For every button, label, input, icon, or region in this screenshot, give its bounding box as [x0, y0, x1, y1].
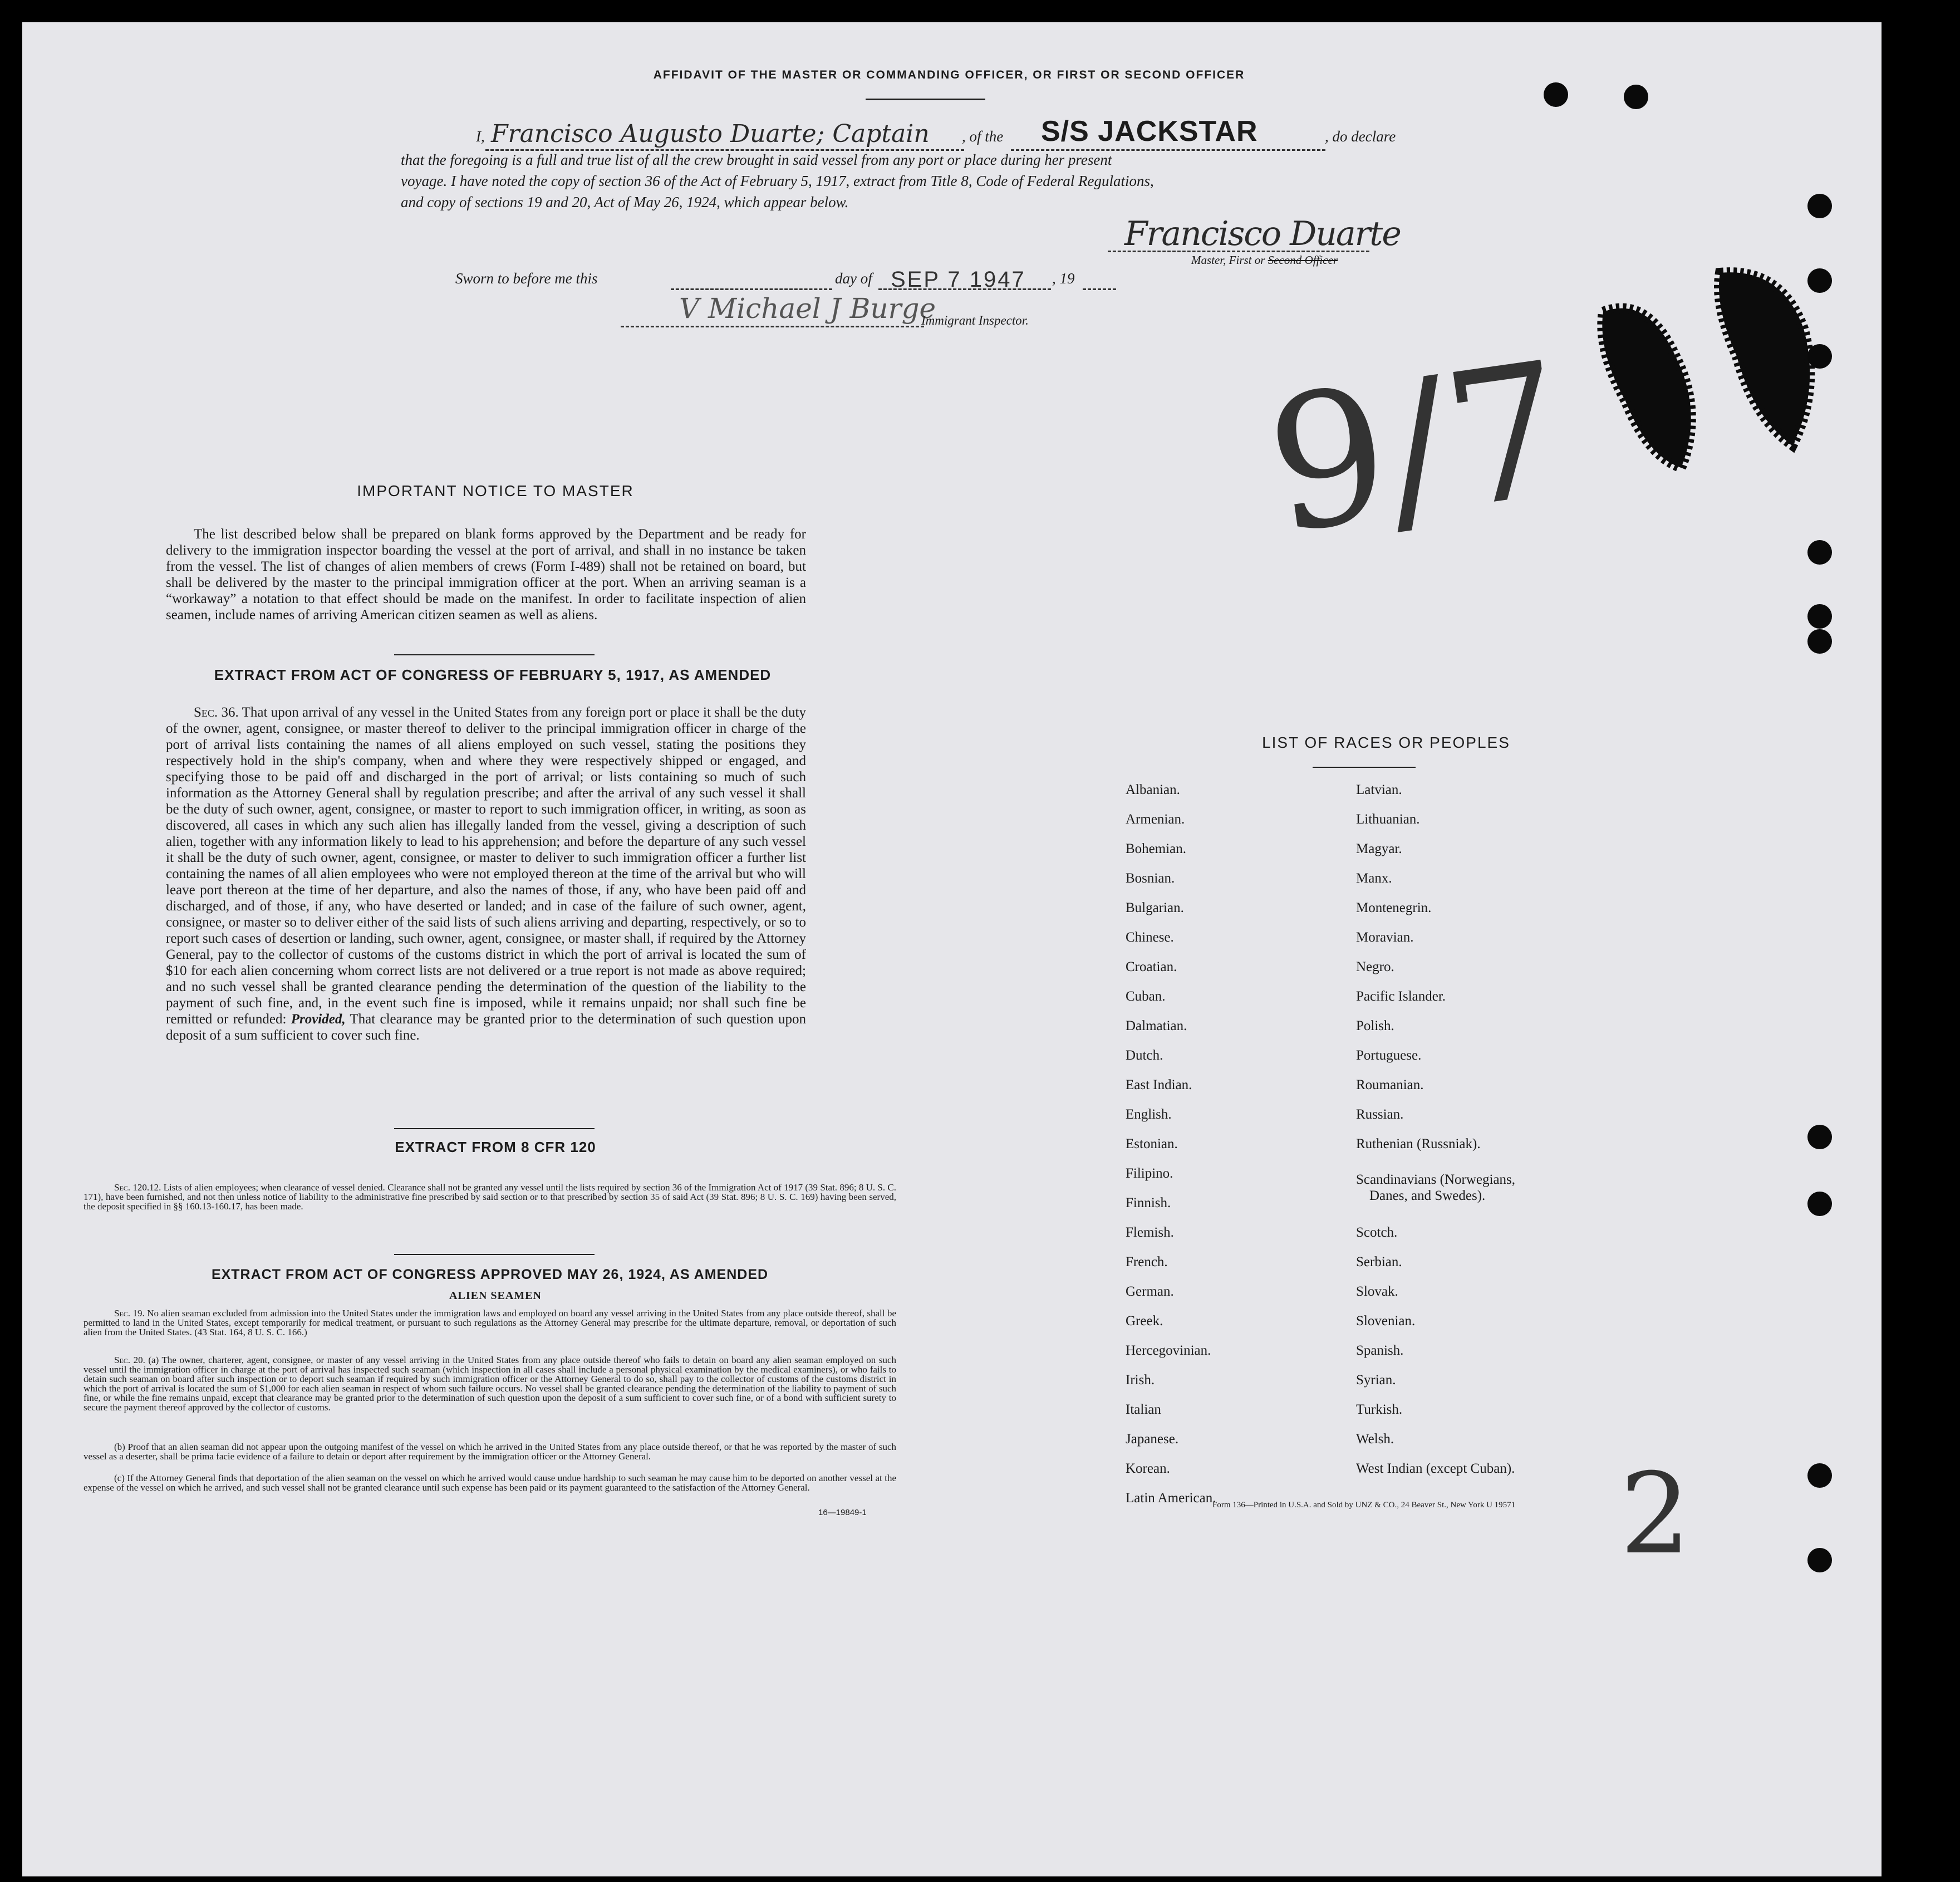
extract-1924-subtitle: ALIEN SEAMEN	[449, 1290, 542, 1302]
punch-hole	[1807, 268, 1832, 293]
notice-rule	[394, 654, 595, 655]
race-item: Finnish.	[1126, 1195, 1171, 1210]
document-page	[22, 22, 1882, 1876]
race-item: Manx.	[1356, 871, 1392, 886]
punch-hole	[1624, 85, 1648, 109]
punch-hole	[1807, 1125, 1832, 1149]
wax-seal-left	[1581, 290, 1715, 482]
sworn-day-of: day of	[835, 270, 872, 287]
extract-1917-sec-label: Sec. 36.	[194, 705, 239, 720]
race-item: Portuguese.	[1356, 1048, 1422, 1063]
race-item: Latvian.	[1356, 782, 1402, 797]
handwritten-date: 9/7	[1255, 321, 1579, 575]
signature-underline	[1108, 251, 1369, 252]
race-item: Scandinavians (Norwegians,	[1356, 1172, 1516, 1187]
race-item: Ruthenian (Russniak).	[1356, 1136, 1481, 1151]
race-item: Irish.	[1126, 1373, 1155, 1388]
race-item: Albanian.	[1126, 782, 1180, 797]
race-item: Danes, and Swedes).	[1369, 1188, 1486, 1203]
vessel-underline	[1011, 149, 1325, 151]
inspector-line	[621, 326, 924, 327]
sworn-prefix: Sworn to before me this	[455, 270, 598, 287]
sec20a-text: (a) The owner, charterer, agent, consignee, or master of any vessel arriving in the United States from any place outside thereof who fails to detain on board any alien seaman employed on such vessel until the immigration officer in charge at the port of arrival has inspected such seaman (which inspection in all cases shall include a personal physical examination by the medical examiners), or who fails to detain such seaman on board after such inspection or to deport such seaman if required by such immigration officer or the Attorney General to do so, shall pay to the collector of customs of the customs district in which the port of arrival is located the sum of $1,000 for each alien seaman in respect of whom such failure occurs. No vessel shall be granted clearance pending the determination of the liability to payment of such fine, or while the fine remains unpaid, except that clearance may be granted prior to the determination of such question upon the deposit of a sum sufficient to cover such fine, or of a bond with sufficient surety to secure the payment thereof approved by the collector of customs.	[83, 1355, 896, 1413]
inspector-caption: Immigrant Inspector.	[921, 313, 1029, 327]
race-item: German.	[1126, 1284, 1174, 1299]
sworn-year-prefix: , 19	[1052, 270, 1075, 287]
sworn-day-line	[671, 288, 832, 290]
punch-hole	[1807, 540, 1832, 565]
title-rule	[866, 99, 985, 100]
sworn-year-line	[1083, 288, 1116, 290]
master-signature: Francisco Duarte	[1124, 214, 1401, 253]
extract-1917-title: EXTRACT FROM ACT OF CONGRESS OF FEBRUARY 5, 1917, AS AMENDED	[214, 666, 772, 683]
race-item: Cuban.	[1126, 989, 1166, 1004]
punch-hole	[1807, 1463, 1832, 1488]
affidavit-line-3: voyage. I have noted the copy of section 36 of the Act of February 5, 1917, extract from Title 8, Code of Federal Regulations,	[401, 173, 1154, 189]
do-declare-text: , do declare	[1325, 128, 1396, 145]
race-item: Chinese.	[1126, 930, 1174, 945]
race-item: Russian.	[1356, 1107, 1404, 1122]
punch-hole	[1807, 1548, 1832, 1572]
race-item: Hercegovinian.	[1126, 1343, 1211, 1358]
race-item: Bosnian.	[1126, 871, 1175, 886]
punch-hole	[1807, 629, 1832, 654]
master-caption-b: Second Officer	[1268, 253, 1338, 267]
cfr-sec-label: Sec. 120.12.	[114, 1182, 161, 1193]
affidavit-line-2: that the foregoing is a full and true list of all the crew brought in said vessel from any port or place during her present	[401, 151, 1112, 168]
race-item: Latin American.	[1126, 1491, 1216, 1506]
extract-1924-title: EXTRACT FROM ACT OF CONGRESS APPROVED MAY 26, 1924, AS AMENDED	[211, 1267, 769, 1282]
of-the-text: , of the	[962, 128, 1004, 145]
race-item: Polish.	[1356, 1018, 1394, 1033]
race-item: Welsh.	[1356, 1432, 1394, 1447]
master-caption-a: Master, First or	[1191, 253, 1268, 267]
races-title: LIST OF RACES OR PEOPLES	[1262, 734, 1510, 751]
race-item: Estonian.	[1126, 1136, 1178, 1151]
punch-hole	[1807, 344, 1832, 369]
sec20b-body: (b) Proof that an alien seaman did not appear upon the outgoing manifest of the vessel on which he arrived in the United States from any place outside thereof, or that he was reported by the master of such vessel as a deserter, shall be prima facie evidence of a failure to detain or deport after requirement by the immigration officer or the Attorney General.	[83, 1442, 896, 1462]
sec20a-body	[83, 1355, 896, 1412]
declarant-prefix: I,	[476, 128, 485, 145]
extract-1917-text-a: That upon arrival of any vessel in the United States from any foreign port or place it shall be the duty of the owner, agent, consignee, or master thereof to deliver to the principal immigration officer in charge of the port of arrival lists containing the names of all aliens employed on such vessel, stating the positions they respectively hold in the ship's company, when and where they were respectively shipped or engaged, and specifying those to be paid off and discharged in the port of arrival; or lists containing so much of such information as the Attorney General shall by regulation prescribe; and after the arrival of any such vessel it shall be the duty of such owner, agent, consignee, or master to report to such immigration officer, in writing, as soon as discovered, all cases in which any such alien has illegally landed from the vessel, giving a description of such alien, together with any information likely to lead to his apprehension; and before the departure of any such vessel it shall be the duty of such owner, agent, consignee, or master to deliver to such immigration officer a further list containing the names of all alien employees who were not employed thereon at the time of the arrival but who will leave port thereon at the time of her departure, and also the names of those, if any, who have been paid off and discharged, and of those, if any, who have deserted or landed; and in case of the failure of such owner, agent, consignee, or master so to deliver either of the said lists of such aliens arriving and departing, respectively, or so to report such cases of desertion or landing, such owner, agent, consignee, or master shall, if required by the Attorney General, pay to the collector of customs of the customs district in which the port of arrival is located the sum of $10 for each alien concerning whom correct lists are not delivered or a true report is not made as above required; and no such vessel shall be granted clearance pending the determination of the question of the liability to the payment of such fine, and, in the event such fine is imposed, while it remains unpaid; nor shall such fine be remitted or refunded:	[166, 705, 806, 1027]
race-item: Negro.	[1356, 959, 1394, 974]
race-item: Dutch.	[1126, 1048, 1163, 1063]
race-item: Japanese.	[1126, 1432, 1179, 1447]
cfr-text: Lists of alien employees; when clearance of vessel denied. Clearance shall not be granted any vessel until the lists required by section 36 of the Immigration Act of 1917 (39 Stat. 896; 8 U. S. C. 171), have been furnished, and not then unless notice of liability to the administrative fine prescribed by said section or to that prescribed by section 35 of said Act (39 Stat. 896; 8 U. S. C. 169) having been served, the deposit specified in §§ 160.13-160.17, has been made.	[83, 1182, 896, 1212]
master-caption	[1191, 253, 1338, 267]
sec19-body	[83, 1308, 896, 1337]
notice-title: IMPORTANT NOTICE TO MASTER	[357, 482, 634, 499]
race-item: English.	[1126, 1107, 1172, 1122]
race-item: Korean.	[1126, 1461, 1170, 1476]
punch-hole	[1544, 82, 1568, 107]
extract-1917-text-b: That clearance may be granted prior to the determination of such question upon deposit of a sum sufficient to cover such fine.	[166, 1012, 807, 1043]
printer-footer: Form 136—Printed in U.S.A. and Sold by UNZ & CO., 24 Beaver St., New York U 19571	[1212, 1501, 1516, 1509]
vessel-name: S/S JACKSTAR	[1041, 115, 1258, 148]
form-number-left: 16—19849-1	[818, 1508, 867, 1517]
affidavit-title: AFFIDAVIT OF THE MASTER OR COMMANDING OFFICER, OR FIRST OR SECOND OFFICER	[653, 68, 1245, 81]
race-item: Filipino.	[1126, 1166, 1173, 1181]
name-underline	[485, 149, 964, 151]
race-item: Montenegrin.	[1356, 900, 1432, 915]
extract-1917-rule	[394, 1128, 595, 1129]
races-rule	[1313, 767, 1416, 768]
race-item: Dalmatian.	[1126, 1018, 1187, 1033]
cfr-title: EXTRACT FROM 8 CFR 120	[395, 1139, 596, 1155]
race-item: Greek.	[1126, 1314, 1163, 1329]
extract-1917-provided: Provided,	[291, 1012, 346, 1027]
race-item: Magyar.	[1356, 841, 1402, 856]
race-item: Slovenian.	[1356, 1314, 1416, 1329]
sworn-date-stamp: SEP 7 1947	[891, 267, 1026, 292]
wax-seal-right	[1698, 256, 1826, 459]
handwritten-page-number: 2	[1620, 1449, 1691, 1579]
race-item: Bulgarian.	[1126, 900, 1184, 915]
notice-body-text: The list described below shall be prepared on blank forms approved by the Department and be ready for delivery to the immigration inspector boarding the vessel at the port of arrival, and shall in no instance be taken from the vessel. The list of changes of alien members of crews (Form I-489) shall not be retained on board, but shall be delivered by the master to the principal immigration officer at the port. When an arriving seaman is a “workaway” a notation to that effect should be made on the manifest. In order to facilitate inspection of alien seamen, include names of arriving American citizen seamen as well as aliens.	[166, 527, 806, 623]
extract-1917-body	[166, 704, 806, 1043]
race-item: Pacific Islander.	[1356, 989, 1446, 1004]
race-item: Turkish.	[1356, 1402, 1403, 1417]
sec19-label: Sec. 19.	[114, 1308, 145, 1319]
race-item: French.	[1126, 1254, 1168, 1270]
race-item: Scotch.	[1356, 1225, 1398, 1240]
race-item: East Indian.	[1126, 1077, 1192, 1092]
inspector-signature: V Michael J Burge	[679, 292, 936, 325]
race-item: Armenian.	[1126, 812, 1185, 827]
race-item: Serbian.	[1356, 1254, 1402, 1270]
master-name: Francisco Augusto Duarte; Captain	[491, 120, 930, 148]
race-item: Croatian.	[1126, 959, 1177, 974]
punch-hole	[1807, 194, 1832, 218]
race-item: Slovak.	[1356, 1284, 1398, 1299]
sec19-text: No alien seaman excluded from admission into the United States under the immigration laws and employed on board any vessel arriving in the United States from any place outside thereof, shall be permitted to land in the United States, except temporarily for medical treatment, or pursuant to such regulations as the Attorney General may prescribe for the ultimate departure, removal, or deportation of such alien from the United States. (43 Stat. 164, 8 U. S. C. 166.)	[83, 1308, 896, 1337]
sec20-label: Sec. 20.	[114, 1355, 145, 1365]
cfr-body	[83, 1183, 896, 1211]
race-item: Flemish.	[1126, 1225, 1174, 1240]
race-item: Roumanian.	[1356, 1077, 1424, 1092]
race-item: West Indian (except Cuban).	[1356, 1461, 1515, 1476]
race-item: Italian	[1126, 1402, 1161, 1417]
cfr-rule	[394, 1254, 595, 1255]
punch-hole	[1807, 604, 1832, 629]
race-item: Moravian.	[1356, 930, 1414, 945]
race-item: Lithuanian.	[1356, 812, 1420, 827]
race-item: Syrian.	[1356, 1373, 1396, 1388]
notice-body	[166, 526, 806, 623]
sec20c-body: (c) If the Attorney General finds that deportation of the alien seaman on the vessel on which he arrived would cause undue hardship to such seaman he may cause him to be deported on another vessel at the expense of the vessel on which he arrived, and such vessel shall not be granted clearance until such expense has been paid or its payment guaranteed to the satisfaction of the Attorney General.	[83, 1473, 896, 1493]
race-item: Spanish.	[1356, 1343, 1404, 1358]
race-item: Bohemian.	[1126, 841, 1187, 856]
punch-hole	[1807, 1192, 1832, 1216]
affidavit-line-4: and copy of sections 19 and 20, Act of May 26, 1924, which appear below.	[401, 194, 849, 210]
